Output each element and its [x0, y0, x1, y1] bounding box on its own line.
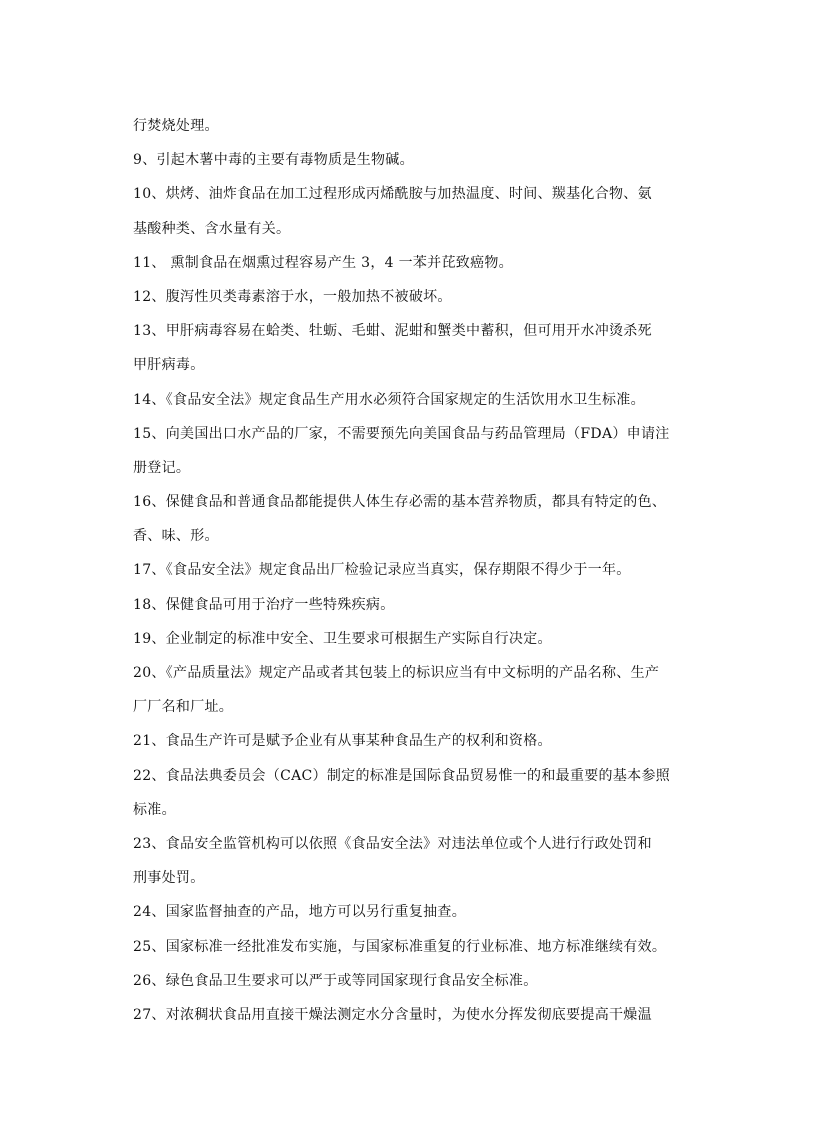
text-line: 甲肝病毒。 [133, 357, 205, 374]
text-line: 13、甲肝病毒容易在蛤类、牡蛎、毛蚶、泥蚶和蟹类中蓄积，但可用开水冲烫杀死 [133, 323, 652, 340]
text-line: 14、《食品安全法》规定食品生产用水必须符合国家规定的生活饮用水卫生标准。 [133, 391, 645, 408]
text-line: 25、国家标准一经批准发布实施，与国家标准重复的行业标准、地方标准继续有效。 [133, 938, 667, 955]
text-line: 标准。 [133, 801, 176, 818]
text-line: 15、向美国出口水产品的厂家，不需要预先向美国食品与药品管理局（FDA）申请注 [133, 425, 670, 442]
text-line: 厂厂名和厂址。 [133, 699, 234, 716]
text-line: 21、食品生产许可是赋予企业有从事某种食品生产的权利和资格。 [133, 733, 552, 750]
text-line: 香、味、形。 [133, 528, 219, 545]
text-line: 22、食品法典委员会（CAC）制定的标准是国际食品贸易惟一的和最重要的基本参照 [133, 767, 671, 784]
text-line: 20、《产品质量法》规定产品或者其包装上的标识应当有中文标明的产品名称、生产 [133, 665, 660, 681]
text-line: 11、 熏制食品在烟熏过程容易产生 3，4 一苯并芘致癌物。 [133, 254, 513, 271]
text-line: 刑事处罚。 [133, 870, 205, 887]
text-line: 27、对浓稠状食品用直接干燥法测定水分含量时，为使水分挥发彻底要提高干燥温 [133, 1006, 652, 1023]
text-line: 18、保健食品可用于治疗一些特殊疾病。 [133, 596, 395, 613]
text-line: 26、绿色食品卫生要求可以严于或等同国家现行食品安全标准。 [133, 972, 538, 989]
text-line: 23、食品安全监管机构可以依照《食品安全法》对违法单位或个人进行行政处罚和 [133, 835, 652, 852]
text-line: 基酸种类、含水量有关。 [133, 220, 291, 237]
text-line: 12、腹泻性贝类毒素溶于水，一般加热不被破坏。 [133, 288, 452, 305]
text-line: 册登记。 [133, 459, 191, 476]
text-line: 19、企业制定的标准中安全、卫生要求可根据生产实际自行决定。 [133, 630, 552, 647]
text-line: 16、保健食品和普通食品都能提供人体生存必需的基本营养物质，都具有特定的色、 [133, 494, 667, 511]
text-line: 行焚烧处理。 [133, 118, 219, 134]
document-body [133, 109, 685, 1032]
text-line: 9、引起木薯中毒的主要有毒物质是生物碱。 [133, 152, 414, 169]
text-line: 17、《食品安全法》规定食品出厂检验记录应当真实，保存期限不得少于一年。 [133, 562, 631, 579]
text-line: 10、烘烤、油炸食品在加工过程形成丙烯酰胺与加热温度、时间、羰基化合物、氨 [133, 186, 652, 203]
text-line: 24、国家监督抽查的产品，地方可以另行重复抽查。 [133, 904, 467, 921]
